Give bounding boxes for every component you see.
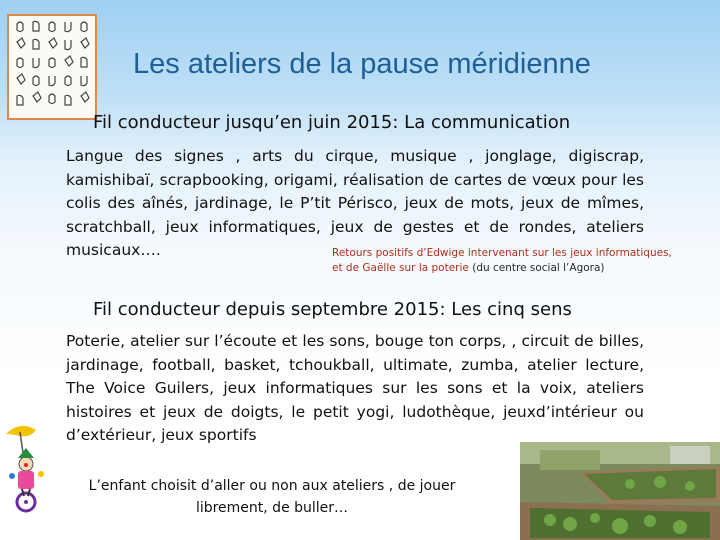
slide-title: Les ateliers de la pause méridienne [133, 48, 591, 80]
section1-body: Langue des signes , arts du cirque, musique , jonglage, digiscrap, kamishibaï, scrapbooking, origami, réalisation de cartes de vœux pour les colis des aînés, jardinage, le P’tit Périsco, jeux de mots, jeux de mîmes, scratchball, jeux informatiques, jeux de gestes et de rondes, ateliers musicaux…. [66, 147, 644, 259]
section2-heading: Fil conducteur depuis septembre 2015: Les cinq sens [93, 299, 572, 320]
feedback-text: Retours positifs d’Edwige intervenant sur les jeux informatiques, et de Gaëlle sur la poterie [332, 247, 672, 274]
hand-signs-icon [9, 16, 95, 118]
clown-icon [0, 420, 60, 515]
closing-line-2: librement, de buller… [195, 500, 349, 516]
closing-line-1: L’enfant choisit d’aller ou non aux ateliers , de jouer [88, 478, 456, 494]
garden-photo [520, 442, 720, 540]
section2-body: Poterie, atelier sur l’écoute et les sons, bouge ton corps, , circuit de billes, jardinage, football, basket, tchoukball, ultimate, zumba, atelier lecture, The Voice Guilers, jeux informatiques sur les sons et la voix, ateliers histoires et jeux de doigts, le petit yogi, ludothèque, jeuxd’intérieur ou d’extérieur, jeux sportifs [66, 332, 644, 444]
section1-heading: Fil conducteur jusqu’en juin 2015: La communication [93, 112, 571, 133]
vegetable-garden-image [520, 442, 720, 540]
closing-statement [72, 475, 472, 519]
clown-illustration [0, 420, 60, 515]
feedback-venue: (du centre social l’Agora) [472, 262, 605, 274]
feedback-note [332, 246, 672, 276]
sign-language-chart-image [7, 14, 97, 120]
